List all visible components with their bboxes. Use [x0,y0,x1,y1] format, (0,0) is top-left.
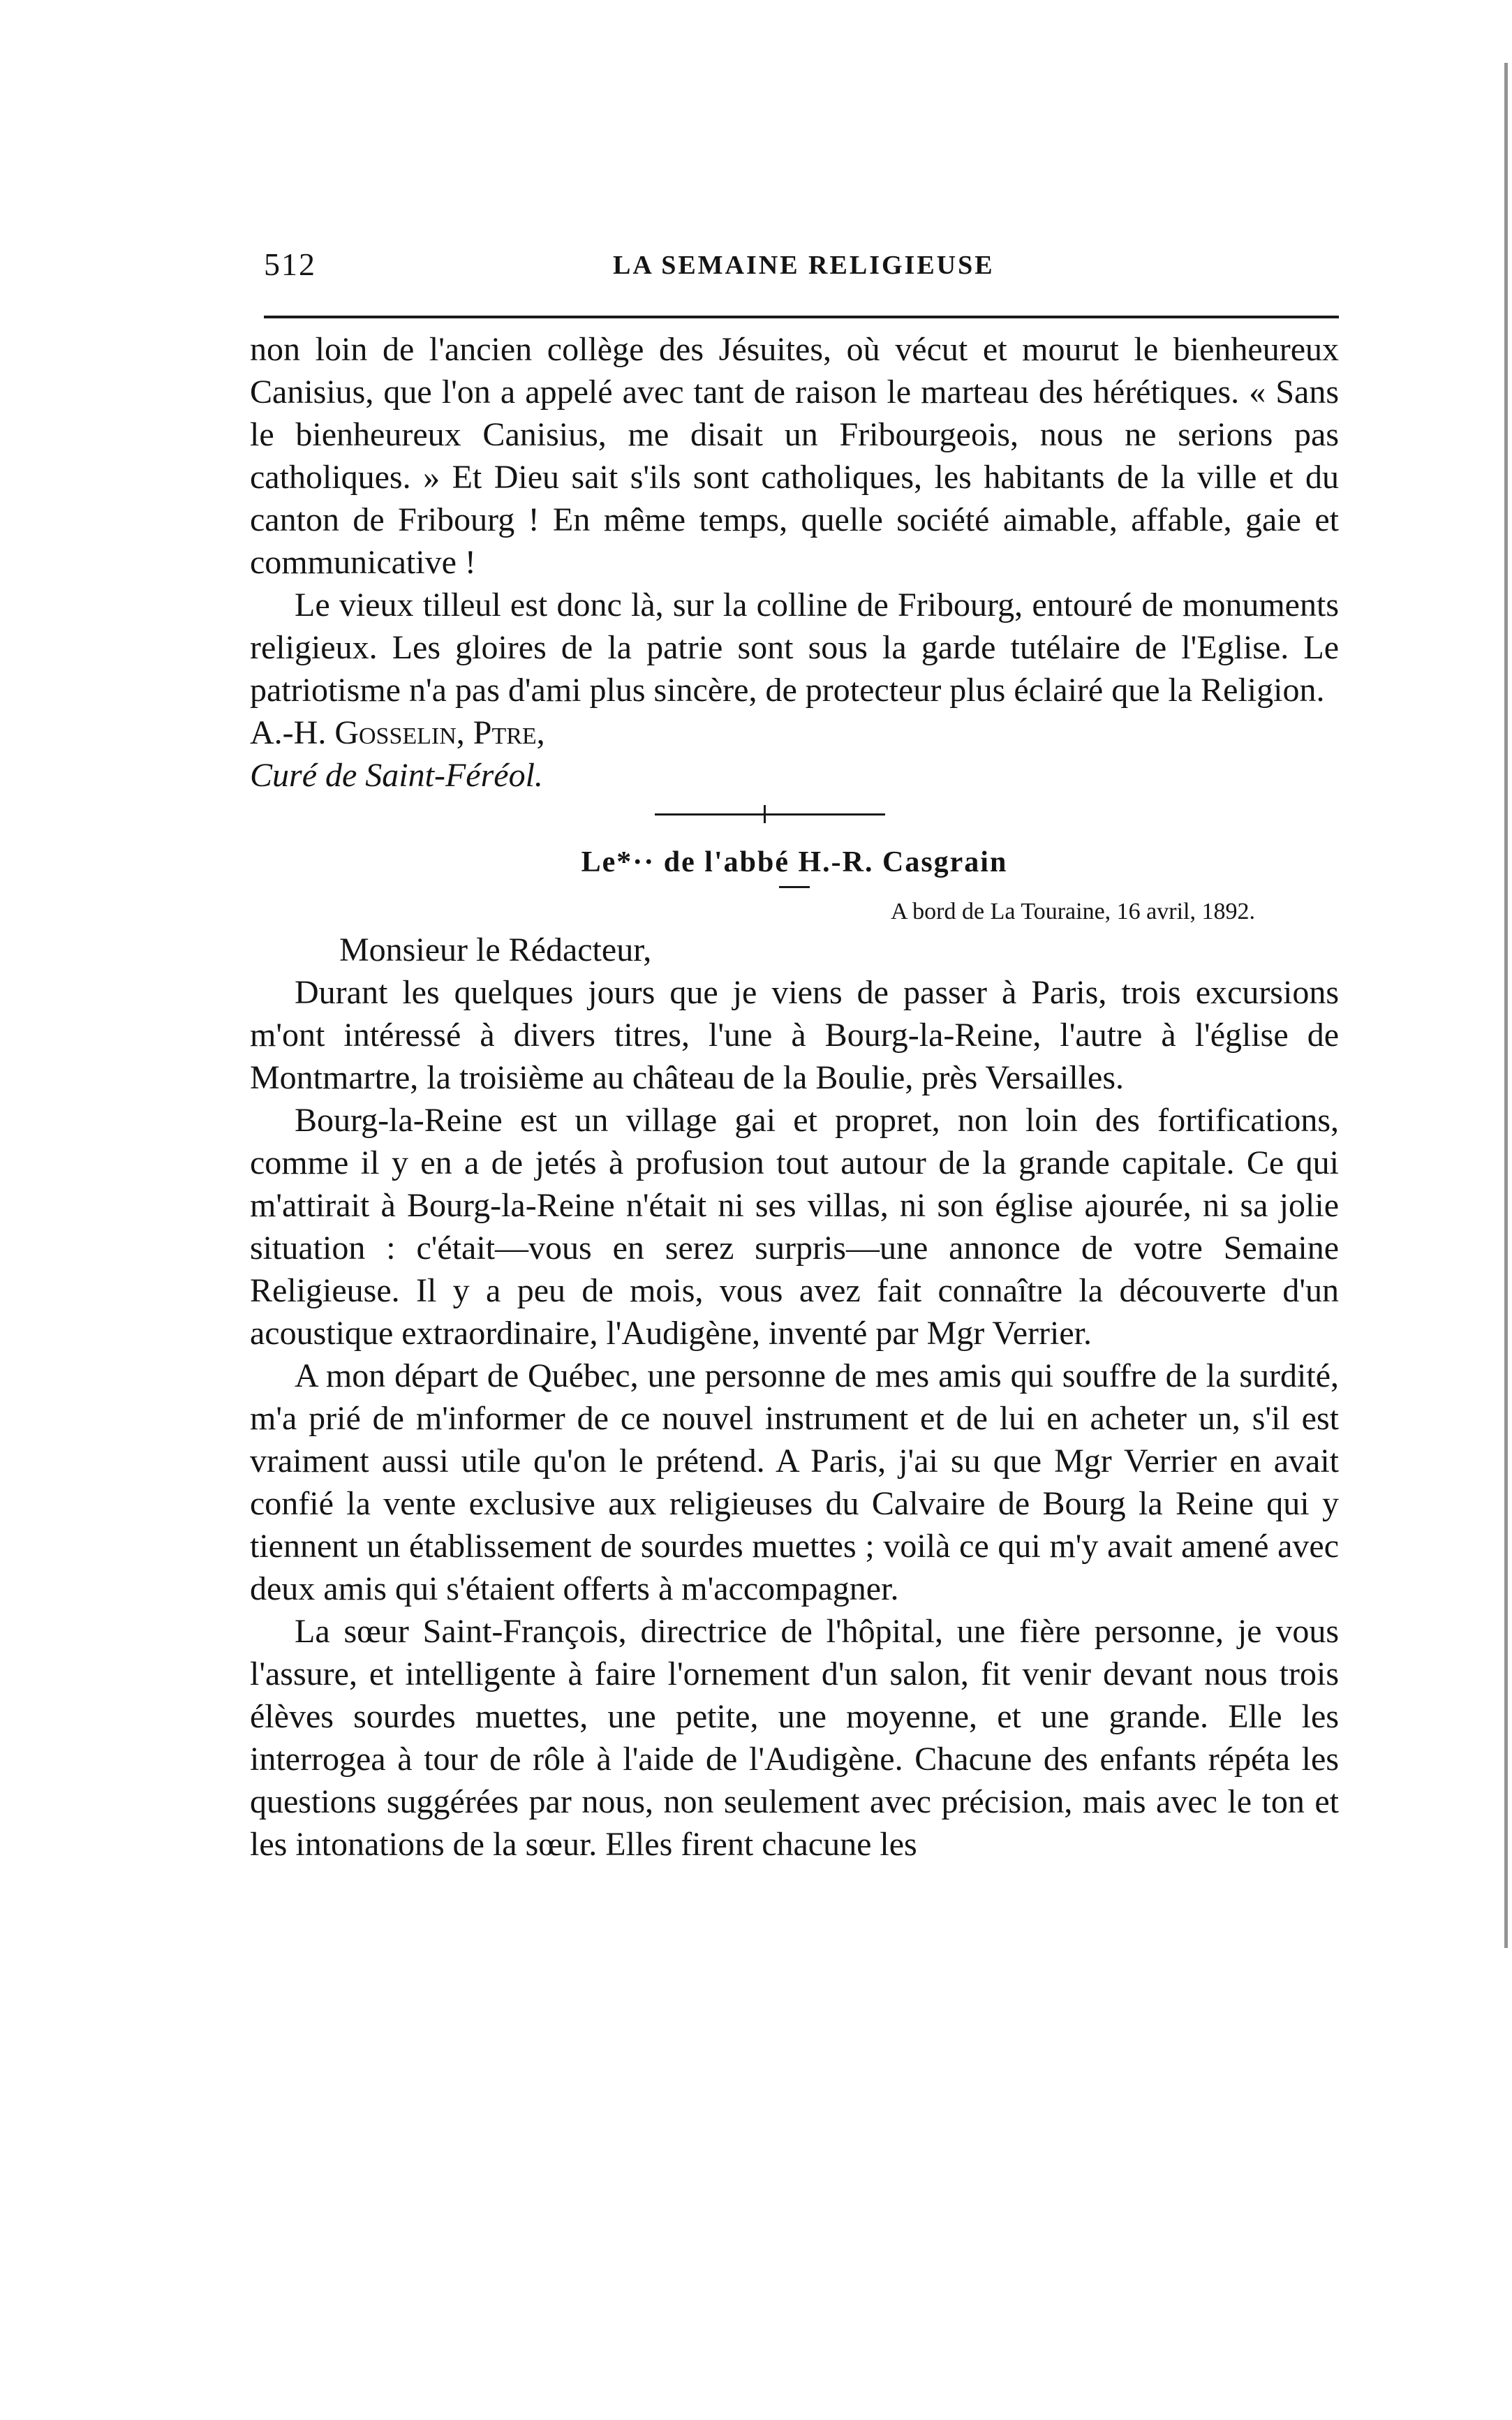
page-body [250,328,1339,1866]
page-edge-shadow [1504,63,1508,1948]
paragraph: La sœur Saint-François, directrice de l'hôpital, une fière personne, je vous l'assure, et intelligente à faire l'ornement d'un salon, fit venir devant nous trois élèves sourdes muettes, une petite, une moyenne, et une grande. Elle les interrogea à tour de rôle à l'aide de l'Audigène. Chacune des enfants répéta les questions suggérées par nous, non seulement avec précision, mais avec le ton et les intonations de la sœur. Elles firent chacune les [250,1613,1339,1863]
signature-title: Curé de Saint-Féréol. [250,757,543,794]
running-title: LA SEMAINE RELIGIEUSE [613,251,995,280]
heading-rule [779,886,810,888]
section-divider [250,797,1339,836]
paragraph: Durant les quelques jours que je viens de passer à Paris, trois excursions m'ont intéressé à divers titres, l'une à Bourg-la-Reine, l'autre à l'église de Montmartre, la troisième au château de la Boulie, près Versailles. [250,974,1339,1096]
paragraph: non loin de l'ancien collège des Jésuites, où vécut et mourut le bienheureux Canisius, que l'on a appelé avec tant de raison le marteau des hérétiques. « Sans le bienheureux Canisius, me disait un Fribourgeois, nous ne serions pas catholiques. » Et Dieu sait s'ils sont catholiques, les habitants de la ville et du canton de Fribourg ! En même temps, quelle société aimable, affable, gaie et communicative ! [250,331,1339,581]
signature-name: A.-H. Gosselin, Ptre, [250,714,545,751]
letter-heading: Le*·· de l'abbé H.-R. Casgrain [581,846,1008,878]
letter-dateline: A bord de La Touraine, 16 avril, 1892. [891,899,1255,924]
letter-salutation: Monsieur le Rédacteur, [339,931,652,968]
paragraph: Le vieux tilleul est donc là, sur la colline de Fribourg, entouré de monuments religieux. Les gloires de la patrie sont sous la garde tutélaire de l'Eglise. Le patriotisme n'a pas d'ami plus sincère, de protecteur plus éclairé que la Religion. [250,586,1339,709]
paragraph: Bourg-la-Reine est un village gai et propret, non loin des fortifications, comme il y en a de jetés à profusion tout autour de la grande capitale. Ce qui m'attirait à Bourg-la-Reine n'était ni ses villas, ni son église ajourée, ni sa jolie situation : c'était—vous en serez surpris—une annonce de votre Semaine Religieuse. Il y a peu de mois, vous avez fait connaître la découverte d'un acoustique extraordinaire, l'Audigène, inventé par Mgr Verrier. [250,1102,1339,1352]
paragraph: A mon départ de Québec, une personne de mes amis qui souffre de la surdité, m'a prié de m'informer de ce nouvel instrument et de lui en acheter un, s'il est vraiment aussi utile qu'on le prétend. A Paris, j'ai su que Mgr Verrier en avait confié la vente exclusive aux religieuses du Calvaire de Bourg la Reine qui y tiennent un établissement de sourdes muettes ; voilà ce qui m'y avait amené avec deux amis qui s'étaient offerts à m'accompagner. [250,1357,1339,1607]
page-header [264,246,1339,288]
page-number: 512 [264,246,316,282]
header-rule [264,316,1339,318]
